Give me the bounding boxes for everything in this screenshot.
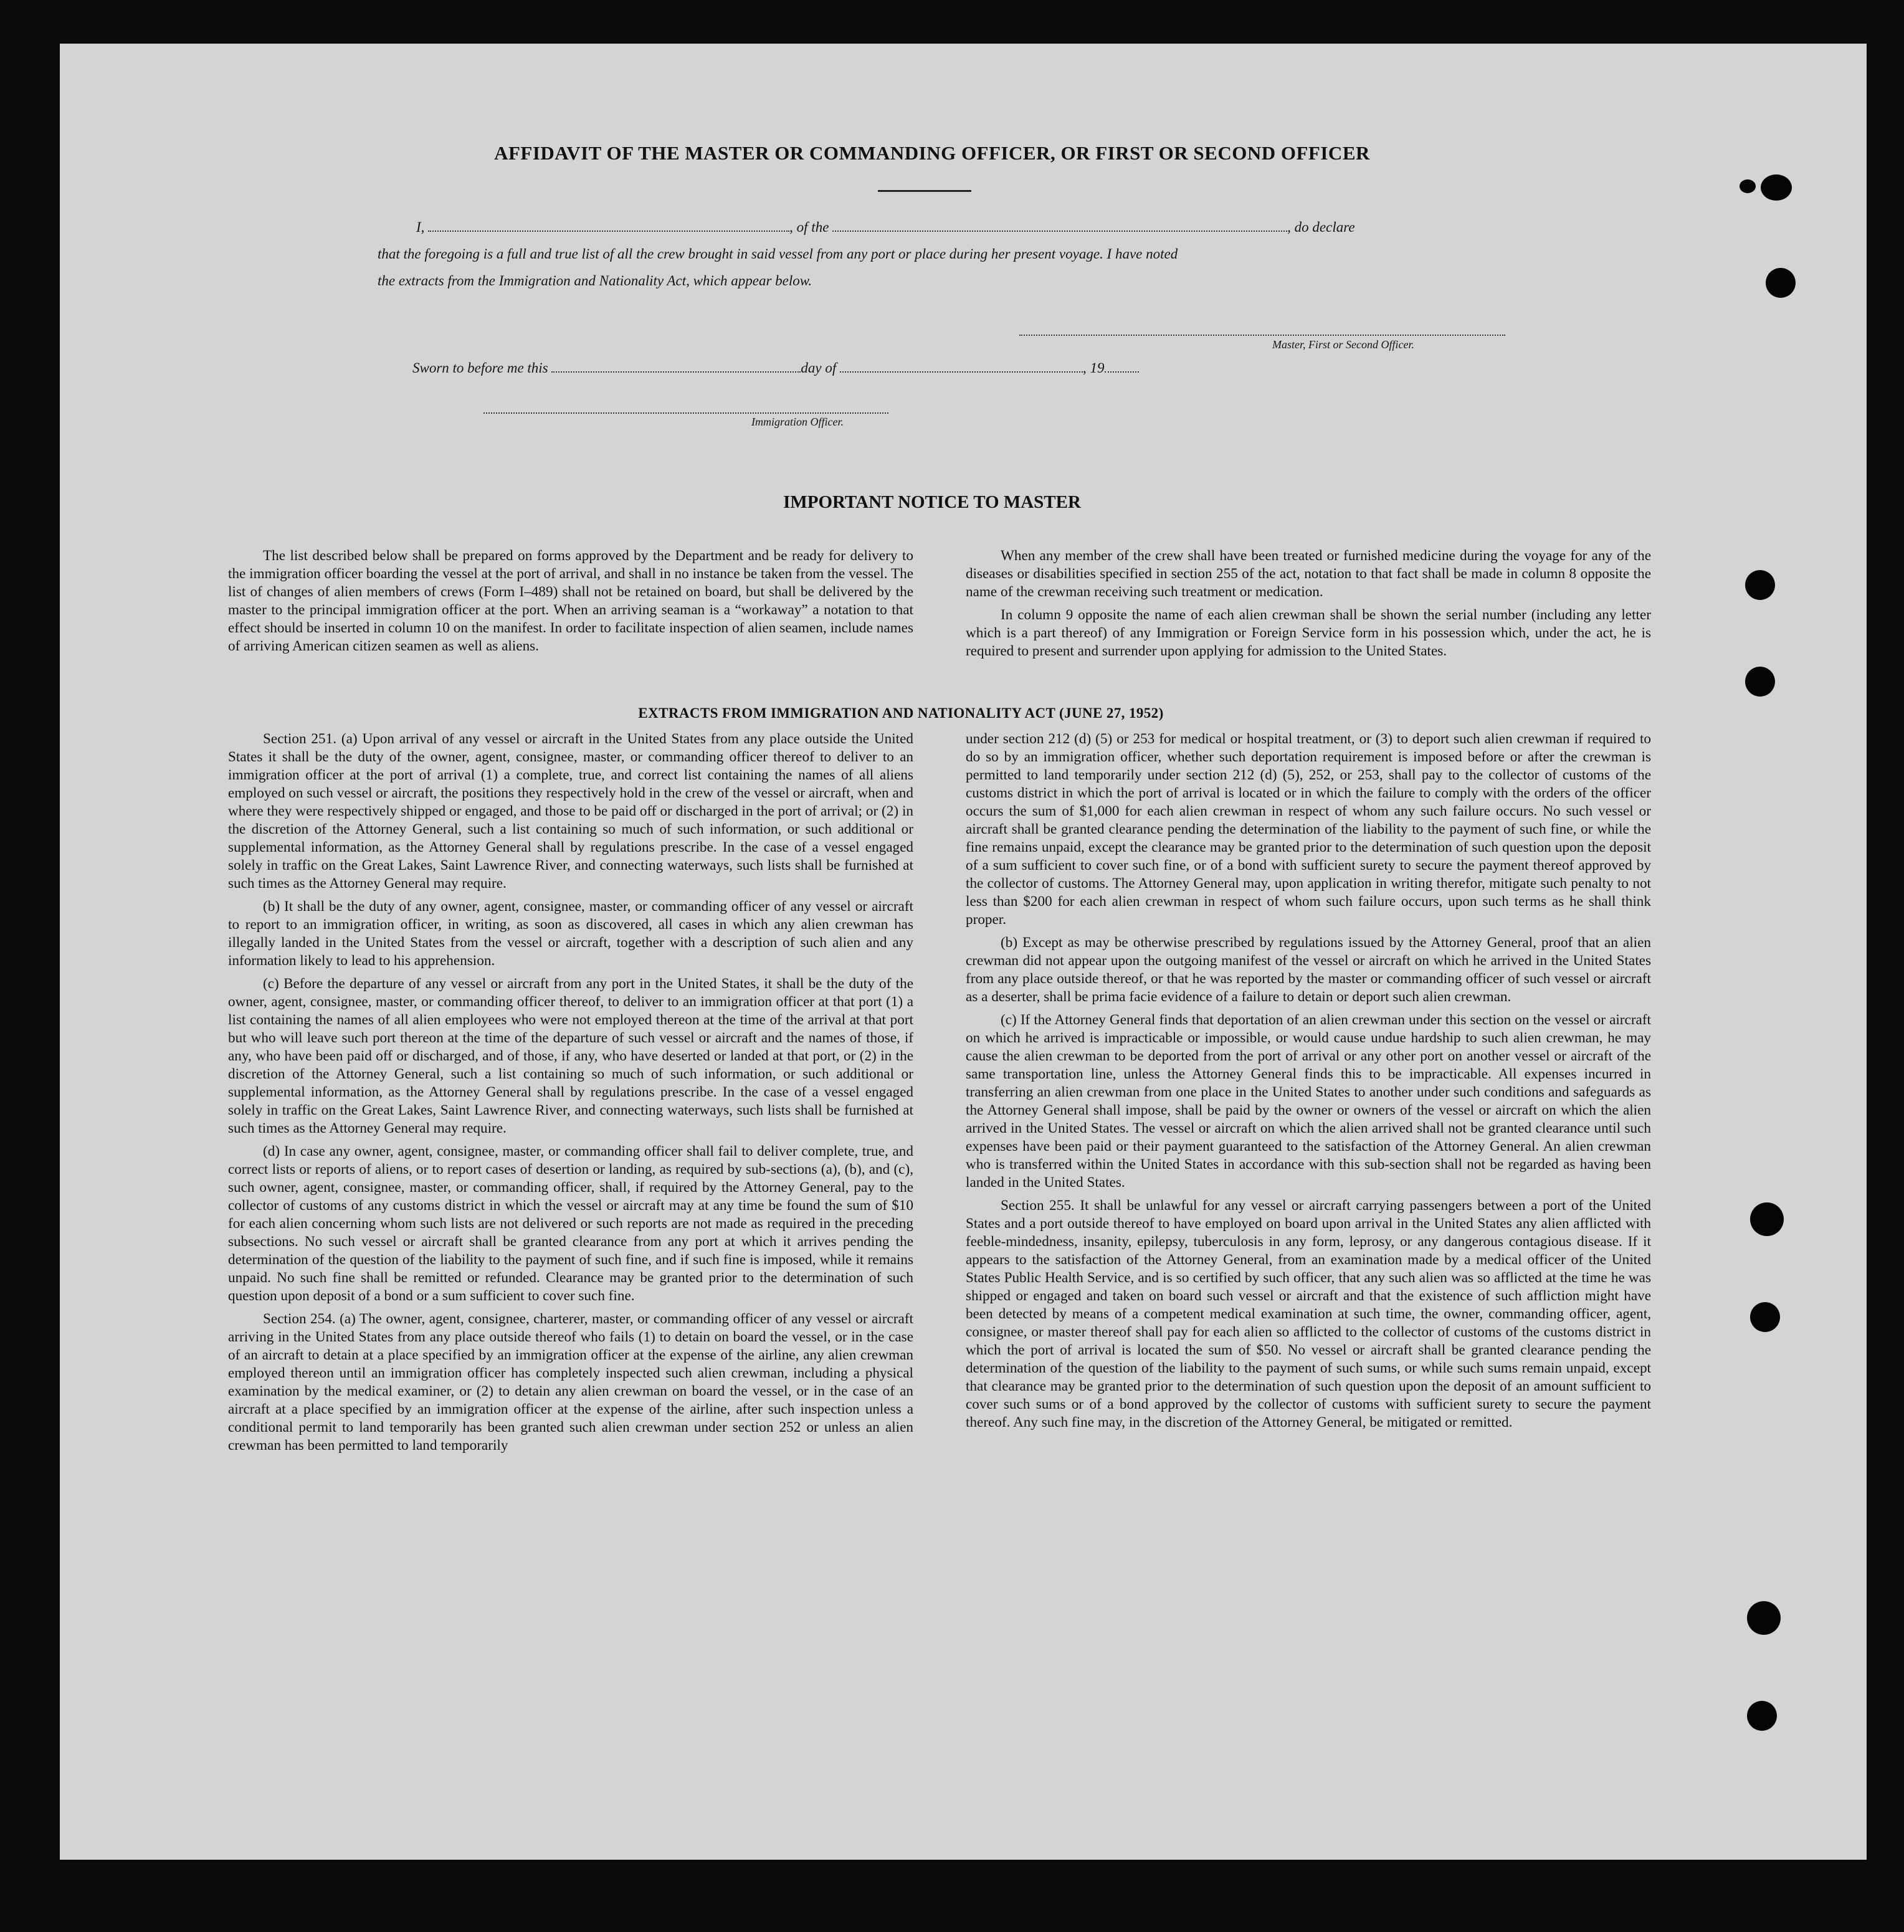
section-251a: Section 251. (a) Upon arrival of any vessel or aircraft in the United States from any place outside the United States it shall be the duty of the owner, agent, consignee, master, or commanding officer thereof to deliver to an immigration officer at the port of arrival (1) a complete, true, and correct list containing the names of all aliens employed on such vessel or aircraft, the positions they respectively hold in the crew of the vessel or aircraft, when and where they were respectively shipped or engaged, and those to be paid off or discharged in the port of arrival; or (2) in the discretion of the Attorney General, such a list containing so much of such information, or such additional or supplemental information, as the Attorney General shall by regulations prescribe. In the case of a vessel engaged solely in traffic on the Great Lakes, Saint Lawrence River, and connecting waterways, such lists shall be furnished at such times as the Attorney General may require. [228, 731, 913, 892]
document-page [60, 44, 1867, 1860]
officer-signature-label: Immigration Officer. [751, 416, 844, 428]
punch-hole [1750, 1202, 1784, 1236]
title-underline [878, 190, 971, 192]
master-signature-label: Master, First or Second Officer. [1272, 338, 1414, 351]
punch-hole [1747, 1601, 1781, 1635]
punch-hole [1761, 174, 1792, 201]
section-255: Section 255. It shall be unlawful for any vessel or aircraft carrying passengers between a port of the United States and a port outside thereof to have employed on board upon arrival in the United States any alien afflicted with feeble-mindedness, insanity, epilepsy, tuberculosis in any form, leprosy, or any dangerous contagious disease. If it appears to the satisfaction of the Attorney General, from an examination made by a medical officer of the United States Public Health Service, and is so certified by such officer, that any such alien was so afflicted at the time he was shipped or engaged and taken on board such vessel or aircraft and that the existence of such affliction might have been detected by means of a competent medical examination at such time, the owner, commanding officer, agent, consignee, or master thereof shall pay for each alien so afflicted to the collector of customs of the customs district in which the port of arrival is located the sum of $50. No vessel or aircraft shall be granted clearance pending the determination of the question of the liability to the payment of such sums, or while such sums remain unpaid, except that clearance may be granted prior to the determination of such question upon the deposit of an amount sufficient to cover such sums or of a bond approved by the collector of customs with sufficient surety to secure the payment thereof. Any such fine may, in the discretion of the Attorney General, be mitigated or remitted. [966, 1197, 1651, 1430]
section-254a-continued: under section 212 (d) (5) or 253 for medical or hospital treatment, or (3) to deport such alien crewman if required to do so by an immigration officer, whether such deportation requirement is imposed before or after the crewman is permitted to land temporarily under section 212 (d) (5), 252, or 253, shall pay to the collector of customs of the customs district in which the port of arrival is located or in which the failure to comply with the orders of the officer occurs the sum of $1,000 for each alien crewman in respect of whom any such failure occurs. No such vessel or aircraft shall be granted clearance pending the determination of the liability to the payment of such fine, or while the fine remains unpaid, except the clearance may be granted prior to the determination of such question upon the deposit of a sum sufficient to cover such fine, or of a bond with sufficient surety to secure the payment thereof approved by the collector of customs. The Attorney General may, upon application in writing therefor, mitigate such penalty to not less than $200 for each alien crewman in respect of whom such failure occurs, upon such terms as he shall think proper. [966, 731, 1651, 928]
master-signature-line[interactable] [1019, 333, 1505, 336]
notice-title: IMPORTANT NOTICE TO MASTER [783, 492, 1081, 512]
section-251b: (b) It shall be the duty of any owner, agent, consignee, master, or commanding officer of any vessel or aircraft to report to an immigration officer, in writing, as soon as discovered, all cases in which any alien crewman has illegally landed in the United States from the vessel or aircraft, together with a description of such alien and any information likely to lead to his apprehension. [228, 898, 913, 969]
section-254c: (c) If the Attorney General finds that deportation of an alien crewman under this section on the vessel or aircraft on which he arrived is impracticable or impossible, or would cause undue hardship to such alien crewman, he may cause the alien crewman to be deported from the port of arrival or any other port on another vessel or aircraft of the same transportation line, unless the Attorney General finds this to be impracticable. All expenses incurred in transferring an alien crewman from one place in the United States to another under such conditions and safeguards as the Attorney General shall impose, shall be paid by the owner or owners of the vessel or aircraft on which the alien arrived in the United States. The vessel or aircraft on which the alien arrived shall not be granted clearance until such expenses have been paid or their payment guaranteed to the satisfaction of the Attorney General. An alien crewman who is transferred within the United States in accordance with this sub-section shall not be regarded as having been landed in the United States. [966, 1012, 1651, 1191]
extracts-left-column [228, 730, 913, 1460]
affidavit-line-2: that the foregoing is a full and true list of all the crew brought in said vessel from any port or place during her present voyage. I have noted [378, 246, 1178, 262]
punch-hole [1745, 570, 1775, 600]
affidavit-declare: , do declare [1287, 219, 1355, 235]
affidavit-i: I, [416, 219, 425, 235]
section-254a: Section 254. (a) The owner, agent, consignee, charterer, master, or commanding officer of any vessel or aircraft arriving in the United States from any place outside thereof who fails (1) to detain on board the vessel, or in the case of an aircraft to detain at a place specified by an immigration officer at the expense of the airline, any alien crewman employed thereon until an immigration officer has completely inspected such alien crewman, including a physical examination by the medical examiner, or (2) to detain any alien crewman on board the vessel, or in the case of an aircraft at a place specified by an immigration officer at the expense of the airline, after such inspection unless a conditional permit to land temporarily has been granted such alien crewman under section 252 or unless an alien crewman has been permitted to land temporarily [228, 1311, 913, 1454]
section-251c: (c) Before the departure of any vessel or aircraft from any port in the United States, it shall be the duty of the owner, agent, consignee, master, or commanding officer thereof, to deliver to an immigration officer at that port (1) a list containing the names of all alien employees who were not employed thereon at the time of the arrival at that port but who will leave such port thereon at the time of the departure of such vessel or aircraft and the names of those, if any, who have been paid off or discharged, and of those, if any, who have deserted or landed at that port, or (2) in the discretion of the Attorney General, such a list containing so much of such information, or such additional or supplemental information, as the Attorney General shall by regulations prescribe. In the case of a vessel engaged solely in traffic on the Great Lakes, Saint Lawrence River, and connecting waterways, such lists shall be furnished at such times as the Attorney General may require. [228, 976, 913, 1136]
punch-hole [1750, 1302, 1780, 1332]
name-field[interactable] [428, 219, 789, 232]
notice-paragraph: When any member of the crew shall have been treated or furnished medicine during the voyage for any of the diseases or disabilities specified in section 255 of the act, notation to that fact shall be made in column 8 opposite the name of the crewman receiving such treatment or medication. [966, 548, 1651, 600]
sworn-label: Sworn to before me this [412, 360, 548, 376]
section-254b: (b) Except as may be otherwise prescribed by regulations issued by the Attorney General, proof that an alien crewman did not appear upon the outgoing manifest of the vessel or aircraft on which he arrived in the United States from any place outside thereof, or that he was reported by the master or commanding officer of such vessel or aircraft as a deserter, shall be prima facie evidence of a failure to detain or deport such alien crewman. [966, 935, 1651, 1005]
punch-hole [1740, 179, 1756, 193]
sworn-month-field[interactable] [840, 360, 1083, 373]
sworn-line [412, 360, 1139, 376]
punch-hole [1766, 268, 1796, 298]
sworn-year-field[interactable] [1105, 360, 1139, 373]
year-prefix: , 19 [1083, 360, 1105, 376]
section-251d: (d) In case any owner, agent, consignee, master, or commanding officer shall fail to deliver complete, true, and correct lists or reports of aliens, or to report cases of desertion or landing, as required by sub-sections (a), (b), and (c), such owner, agent, consignee, master, or commanding officer, shall, if required by the Attorney General, pay to the collector of customs of any customs district in which the vessel or aircraft may at any time be found the sum of $10 for each alien concerning whom such lists are not delivered or such reports are not made as required in the preceding subsections. No such vessel or aircraft shall be granted clearance from any port at which it arrives pending the determination of the question of the liability to the payment of such fine, and if such fine is imposed, while it remains unpaid. No such fine shall be remitted or refunded. Clearance may be granted prior to the determination of such question upon deposit of a bond or a sum sufficient to cover such fine. [228, 1143, 913, 1304]
notice-paragraph: The list described below shall be prepared on forms approved by the Department and be ready for delivery to the immigration officer boarding the vessel at the port of arrival, and shall in no instance be taken from the vessel. The list of changes of alien members of crews (Form I–489) shall not be retained on board, but shall be delivered by the master to the principal immigration officer at the port. When an arriving seaman is a “workaway” a notation to that effect should be inserted in column 10 on the manifest. In order to facilitate inspection of alien seamen, include names of arriving American citizen seamen as well as aliens. [228, 548, 913, 654]
affidavit-title: AFFIDAVIT OF THE MASTER OR COMMANDING OFFICER, OR FIRST OR SECOND OFFICER [494, 142, 1370, 164]
affidavit-of-the: , of the [789, 219, 829, 235]
vessel-field[interactable] [832, 219, 1287, 232]
notice-paragraph: In column 9 opposite the name of each alien crewman shall be shown the serial number (including any letter which is a part thereof) of any Immigration or Foreign Service form in his possession which, under the act, he is required to present and surrender upon applying for admission to the United States. [966, 607, 1651, 659]
day-of-label: day of [801, 360, 837, 376]
sworn-day-field[interactable] [551, 360, 801, 373]
extracts-heading: EXTRACTS FROM IMMIGRATION AND NATIONALITY ACT (JUNE 27, 1952) [638, 705, 1164, 721]
affidavit-declaration-line [416, 219, 1355, 236]
extracts-right-column [966, 730, 1651, 1437]
affidavit-line-3: the extracts from the Immigration and Nationality Act, which appear below. [378, 273, 812, 288]
notice-right-column [966, 547, 1651, 665]
notice-left-column [228, 547, 913, 660]
punch-hole [1747, 1701, 1777, 1731]
punch-hole [1745, 667, 1775, 697]
officer-signature-line[interactable] [483, 411, 888, 414]
